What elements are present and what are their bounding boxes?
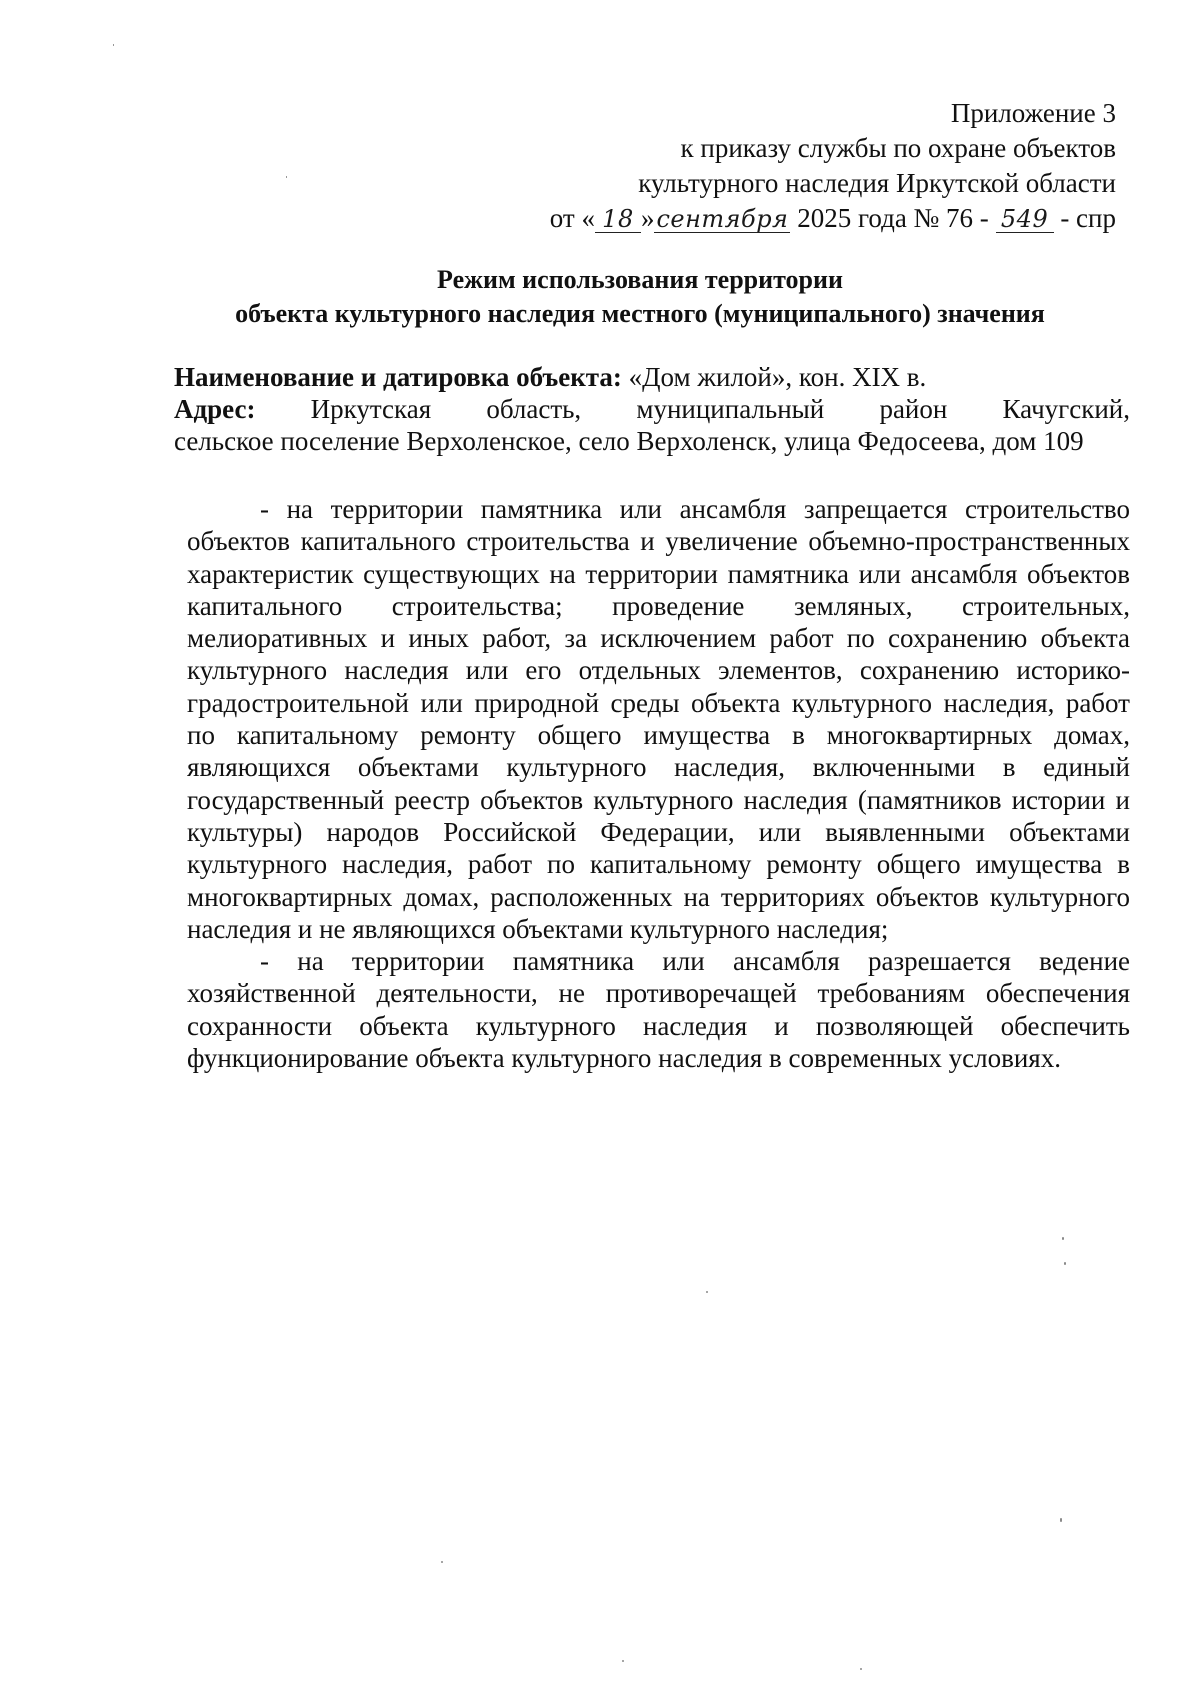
scan-speck: [622, 1660, 624, 1662]
address-word: муниципальный: [636, 394, 825, 424]
address-word: район: [879, 394, 948, 424]
scan-speck: [1062, 1237, 1064, 1240]
scan-speck: [1064, 1262, 1066, 1265]
scan-speck: [286, 176, 287, 178]
appendix-title: Приложение 3: [950, 98, 1116, 128]
appendix-date-line: [396, 201, 1116, 236]
handwritten-month: сентября: [656, 205, 789, 233]
handwritten-day: 18: [595, 206, 641, 233]
date-year-text: 2025 года № 76 -: [790, 203, 996, 233]
order-suffix: - спр: [1053, 203, 1116, 233]
address-word: Иркутская: [310, 394, 432, 424]
address-row: [174, 393, 1130, 425]
object-info: [174, 361, 1130, 457]
appendix-authority-line: культурного наследия Иркутской области: [638, 168, 1116, 198]
title-line-1: Режим использования территории: [437, 265, 843, 294]
address-line-2: сельское поселение Верхоленское, село Верхоленск, улица Федосеева, дом 109: [174, 426, 1084, 456]
date-prefix: от «: [549, 203, 595, 233]
title-line-2: объекта культурного наследия местного (муниципального) значения: [235, 299, 1045, 328]
regime-paragraph-prohibition: - на территории памятника или ансамбля запрещается строительство объектов капитального строительства и увеличение объемно-пространственных характеристик существующих на территории памятника или ансамбля объектов капитального строительства; проведение земляных, строительных, мелиоративных и иных работ, за исключением работ по сохранению объекта культурного наследия или его отдельных элементов, сохранению историко-градостроительной или природной среды объекта культурного наследия, работ по капитальному ремонту общего имущества в многоквартирных домах, являющихся объектами культурного наследия, включенными в единый государственный реестр объектов культурного наследия (памятников истории и культуры) народов Российской Федерации, или выявленными объектами культурного наследия, работ по капитальному ремонту общего имущества в многоквартирных домах, расположенных на территориях объектов культурного наследия и не являющихся объектами культурного наследия;: [187, 494, 1130, 944]
object-name-row: [174, 361, 1130, 393]
handwritten-order-number: 549: [996, 206, 1054, 233]
regime-paragraph-permission: - на территории памятника или ансамбля разрешается ведение хозяйственной деятельности, не противоречащей требованиям обеспечения сохранности объекта культурного наследия и позволяющей обеспечить функционирование объекта культурного наследия в современных условиях.: [187, 946, 1130, 1074]
address-label: Адрес:: [174, 394, 256, 424]
object-name-value: «Дом жилой», кон. XIX в.: [621, 362, 927, 392]
regime-text: [187, 493, 1130, 1074]
address-word: Качугский,: [1002, 394, 1130, 424]
scan-speck: [441, 1561, 443, 1563]
address-word: область,: [486, 394, 582, 424]
appendix-header: [396, 96, 1116, 236]
date-quote-close: »: [640, 203, 655, 233]
scan-speck: [860, 1668, 862, 1670]
document-title: [150, 263, 1130, 331]
scan-speck: [706, 1291, 708, 1293]
appendix-order-line: к приказу службы по охране объектов: [680, 133, 1116, 163]
scan-speck: [1060, 1518, 1062, 1522]
object-name-label: Наименование и датировка объекта:: [174, 362, 622, 392]
scan-speck: [113, 44, 114, 46]
